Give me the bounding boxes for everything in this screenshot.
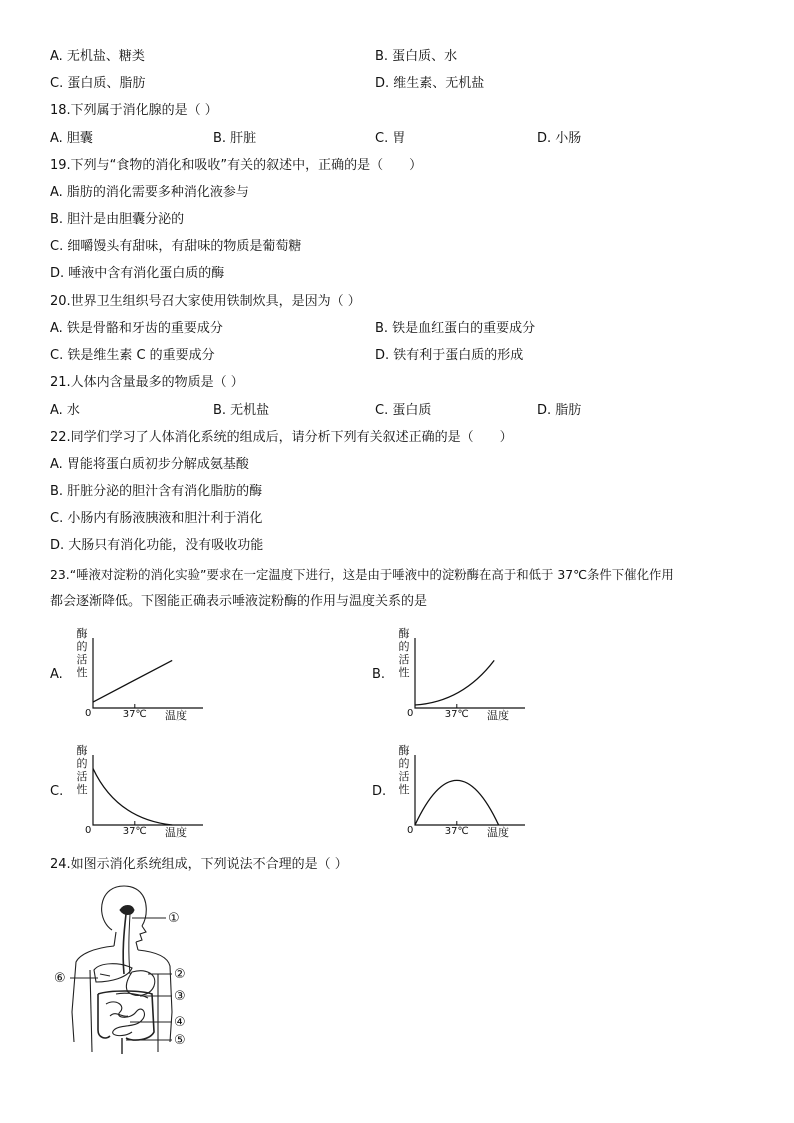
q19-option-b: B. 胆汁是由胆囊分泌的	[50, 212, 185, 227]
q22-option-d: D. 大肠只有消化功能，没有吸收功能	[50, 538, 264, 553]
q23-stem-line2: 都会逐渐降低。下图能正确表示唾液淀粉酶的作用与温度关系的是	[50, 594, 428, 609]
marker-3: ③	[174, 989, 186, 1004]
q20-stem: 20.世界卫生组织号召大家使用铁制炊具，是因为（ ）	[50, 294, 361, 309]
x-axis-label: 温度	[165, 709, 187, 722]
q24-stem: 24.如图示消化系统组成，下列说法不合理的是（ ）	[50, 857, 348, 872]
q22-option-a: A. 胃能将蛋白质初步分解成氨基酸	[50, 457, 249, 472]
axes	[415, 755, 525, 825]
q17-option-c: C. 蛋白质、脂肪	[50, 76, 146, 91]
q17-option-a: A. 无机盐、糖类	[50, 49, 145, 64]
q20-option-d: D. 铁有利于蛋白质的形成	[375, 348, 524, 363]
x-tick-label: 37℃	[444, 826, 469, 837]
origin-label: 0	[85, 708, 92, 719]
q21-option-c: C. 蛋白质	[375, 403, 432, 418]
graph-d-label: D.	[372, 784, 387, 799]
q18-option-a: A. 胆囊	[50, 131, 93, 146]
y-axis-char: 酶	[76, 627, 88, 640]
q20-option-c: C. 铁是维生素 C 的重要成分	[50, 348, 215, 363]
x-axis-label: 温度	[487, 709, 509, 722]
graph-a-label: A.	[50, 667, 63, 682]
y-axis-char: 的	[398, 640, 410, 653]
series-line	[93, 768, 172, 825]
x-tick-label: 37℃	[122, 709, 147, 720]
y-axis-char: 活	[398, 653, 410, 666]
q19-option-d: D. 唾液中含有消化蛋白质的酶	[50, 266, 225, 281]
y-axis-char: 的	[398, 757, 410, 770]
q22-option-b: B. 肝脏分泌的胆汁含有消化脂肪的酶	[50, 484, 263, 499]
q19-stem: 19.下列与“食物的消化和吸收”有关的叙述中，正确的是（ ）	[50, 158, 423, 173]
y-axis-char: 酶	[398, 627, 410, 640]
axes	[93, 755, 203, 825]
graph-c-label: C.	[50, 784, 64, 799]
origin-label: 0	[85, 825, 92, 836]
digestive-system-figure	[50, 882, 200, 1062]
origin-label: 0	[407, 825, 414, 836]
x-tick-label: 37℃	[122, 826, 147, 837]
x-axis-label: 温度	[487, 826, 509, 839]
q20-option-b: B. 铁是血红蛋白的重要成分	[375, 321, 536, 336]
y-axis-char: 性	[398, 666, 410, 679]
graph-d	[372, 745, 532, 845]
y-axis-char: 性	[398, 783, 410, 796]
x-axis-label: 温度	[165, 826, 187, 839]
y-axis-char: 性	[76, 666, 88, 679]
marker-6: ⑥	[54, 971, 66, 986]
q21-stem: 21.人体内含量最多的物质是（ ）	[50, 375, 244, 390]
marker-2: ②	[174, 967, 186, 982]
y-axis-char: 的	[76, 757, 88, 770]
q23-stem-line1: 23.“唾液对淀粉的消化实验”要求在一定温度下进行，这是由于唾液中的淀粉酶在高于和低于 37℃条件下催化作用	[50, 567, 674, 582]
q21-option-d: D. 脂肪	[537, 403, 582, 418]
graph-b-label: B.	[372, 667, 386, 682]
y-axis-char: 酶	[76, 744, 88, 757]
graph-a	[50, 628, 210, 728]
marker-4: ④	[174, 1015, 186, 1030]
marker-5: ⑤	[174, 1033, 186, 1048]
y-axis-char: 酶	[398, 744, 410, 757]
q18-option-d: D. 小肠	[537, 131, 582, 146]
x-tick-label: 37℃	[444, 709, 469, 720]
y-axis-char: 性	[76, 783, 88, 796]
q20-option-a: A. 铁是骨骼和牙齿的重要成分	[50, 321, 223, 336]
q21-option-b: B. 无机盐	[213, 403, 270, 418]
q17-option-b: B. 蛋白质、水	[375, 49, 458, 64]
q19-option-c: C. 细嚼馒头有甜味，有甜味的物质是葡萄糖	[50, 239, 302, 254]
series-line	[93, 660, 172, 702]
marker-1: ①	[168, 911, 180, 926]
axes	[415, 638, 525, 708]
q22-stem: 22.同学们学习了人体消化系统的组成后，请分析下列有关叙述正确的是（ ）	[50, 430, 513, 445]
series-line	[415, 780, 499, 825]
q19-option-a: A. 脂肪的消化需要多种消化液参与	[50, 185, 249, 200]
q17-option-d: D. 维生素、无机盐	[375, 76, 485, 91]
q22-option-c: C. 小肠内有肠液胰液和胆汁利于消化	[50, 511, 263, 526]
q18-option-c: C. 胃	[375, 131, 406, 146]
series-line	[415, 660, 494, 705]
q18-option-b: B. 肝脏	[213, 131, 257, 146]
q18-stem: 18.下列属于消化腺的是（ ）	[50, 103, 218, 118]
graph-b	[372, 628, 532, 728]
graph-c	[50, 745, 210, 845]
origin-label: 0	[407, 708, 414, 719]
y-axis-char: 活	[76, 770, 88, 783]
q21-option-a: A. 水	[50, 403, 80, 418]
y-axis-char: 的	[76, 640, 88, 653]
y-axis-char: 活	[76, 653, 88, 666]
y-axis-char: 活	[398, 770, 410, 783]
